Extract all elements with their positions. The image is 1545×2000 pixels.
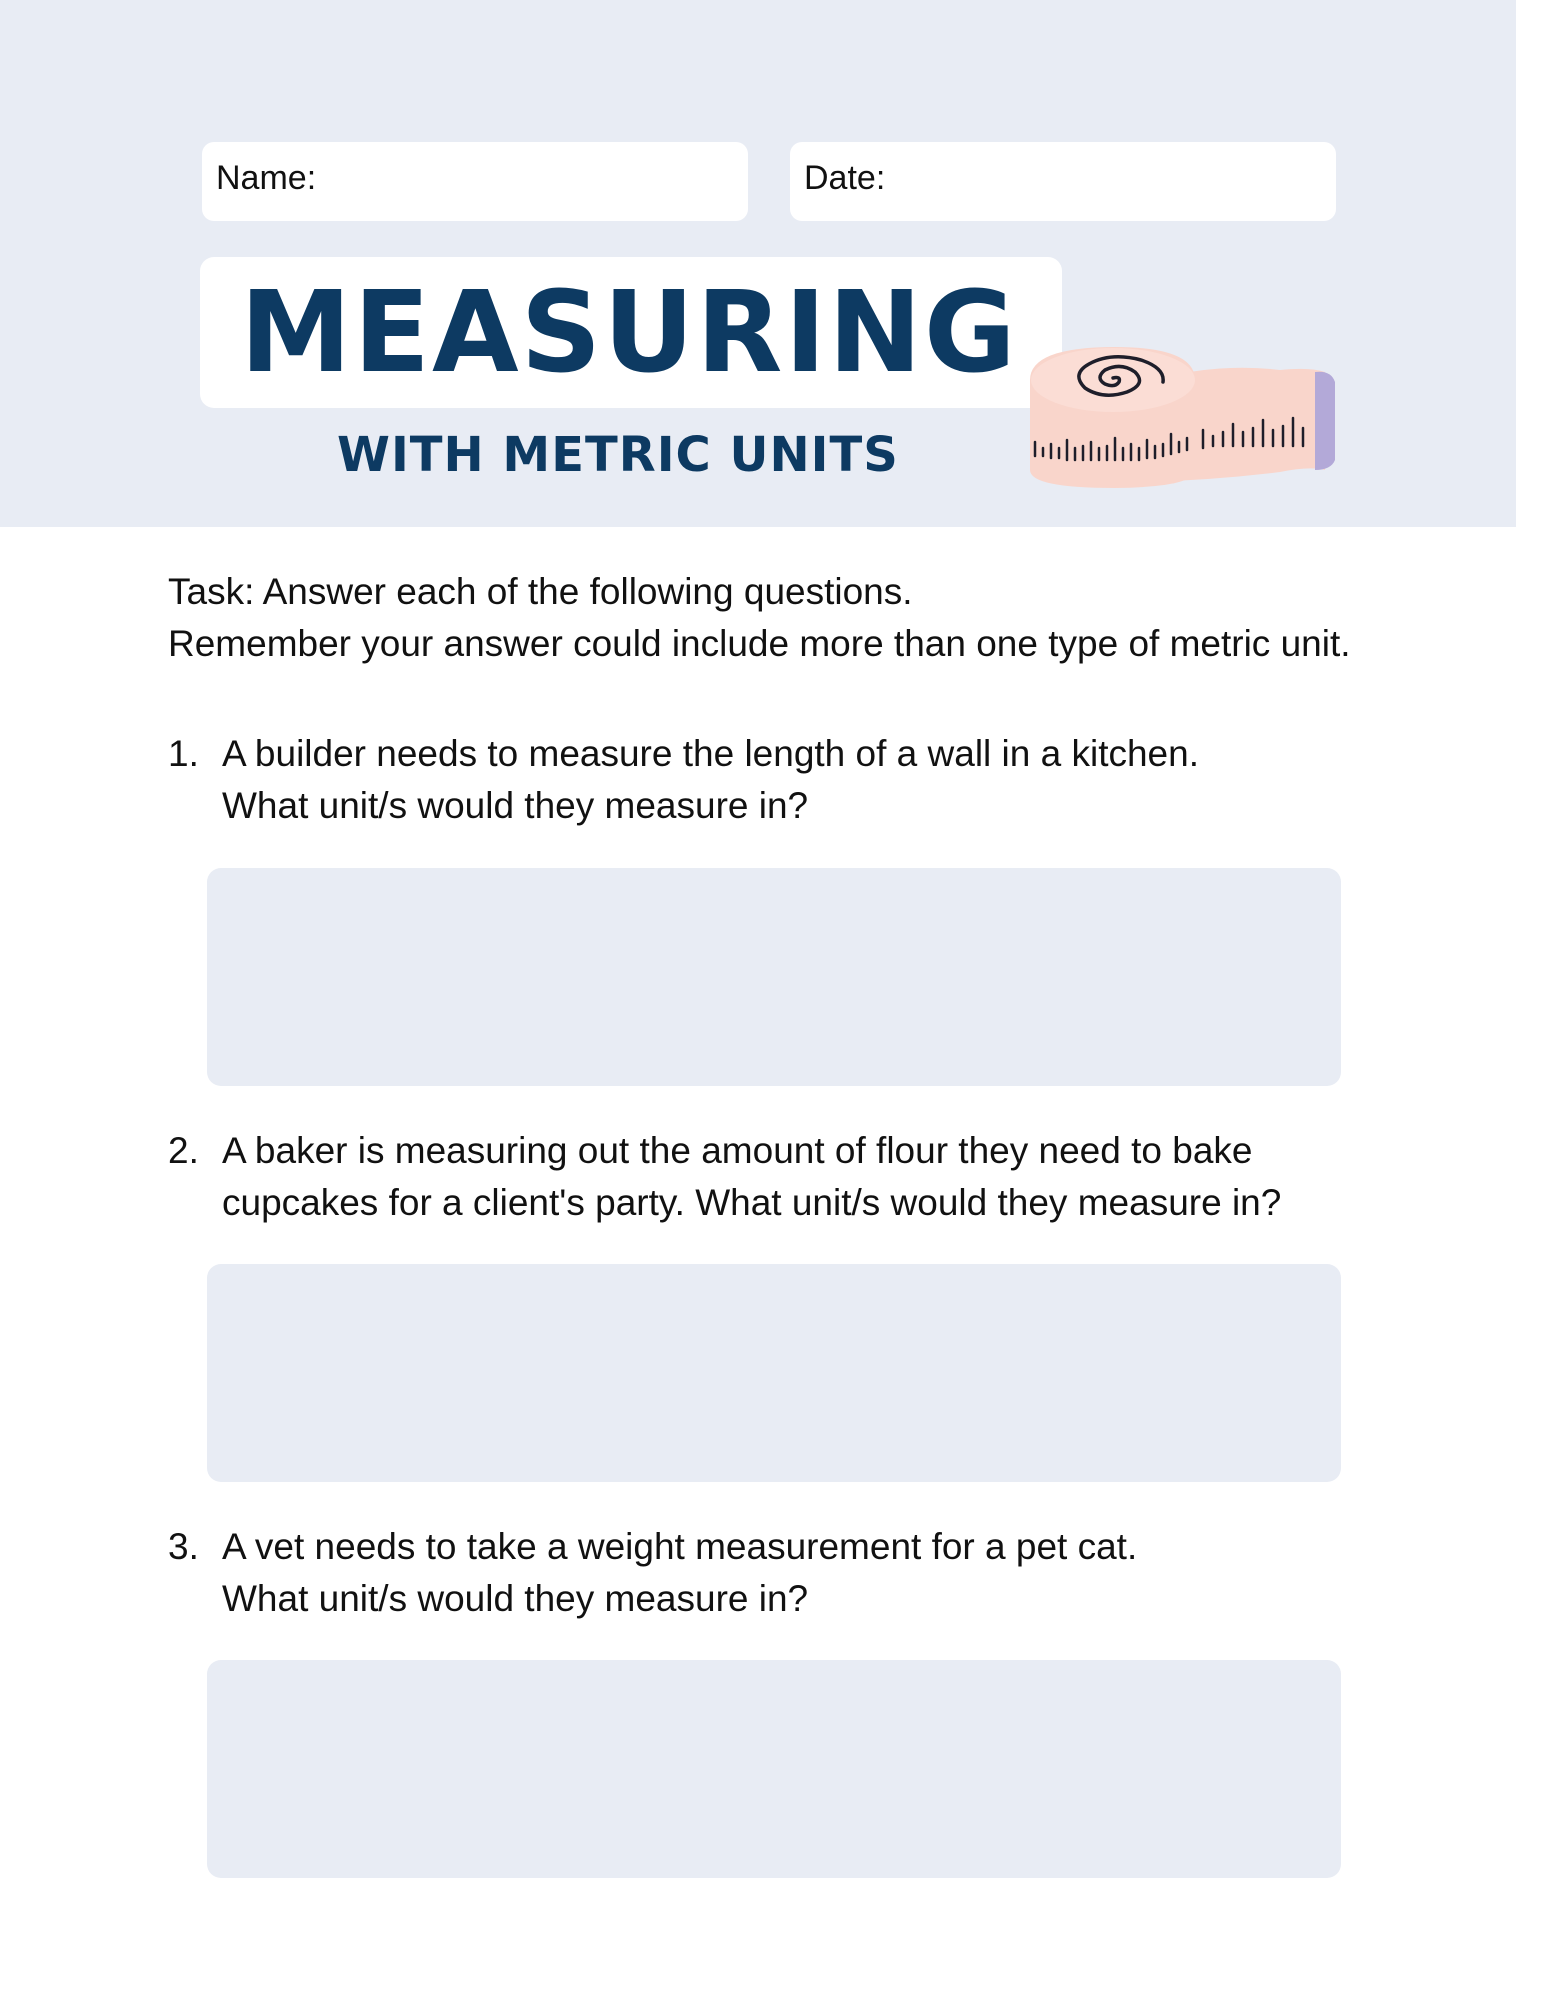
- question-2: [168, 1125, 1418, 1229]
- page-title: MEASURING: [240, 268, 1018, 398]
- date-label: Date:: [804, 159, 886, 197]
- question-text: cupcakes for a client's party. What unit/s would they measure in?: [222, 1182, 1282, 1223]
- question-number: 2.: [168, 1130, 199, 1171]
- answer-box-1[interactable]: [207, 868, 1341, 1086]
- name-label: Name:: [216, 159, 317, 197]
- name-field[interactable]: [202, 142, 748, 221]
- question-3: [168, 1521, 1418, 1625]
- question-number: 3.: [168, 1526, 199, 1567]
- measuring-tape-icon: [1025, 342, 1345, 492]
- answer-box-2[interactable]: [207, 1264, 1341, 1482]
- question-1: [168, 728, 1418, 832]
- question-text: A vet needs to take a weight measurement for a pet cat.: [222, 1526, 1138, 1567]
- answer-box-3[interactable]: [207, 1660, 1341, 1878]
- task-instructions: [168, 566, 1468, 670]
- task-line: Task: Answer each of the following questions.: [168, 571, 913, 612]
- question-text: What unit/s would they measure in?: [222, 1578, 809, 1619]
- question-text: A baker is measuring out the amount of flour they need to bake: [222, 1130, 1253, 1171]
- date-field[interactable]: [790, 142, 1336, 221]
- task-line: Remember your answer could include more than one type of metric unit.: [168, 623, 1351, 664]
- question-text: A builder needs to measure the length of a wall in a kitchen.: [222, 733, 1199, 774]
- question-text: What unit/s would they measure in?: [222, 785, 809, 826]
- question-number: 1.: [168, 733, 199, 774]
- page-subtitle: WITH METRIC UNITS: [337, 427, 899, 483]
